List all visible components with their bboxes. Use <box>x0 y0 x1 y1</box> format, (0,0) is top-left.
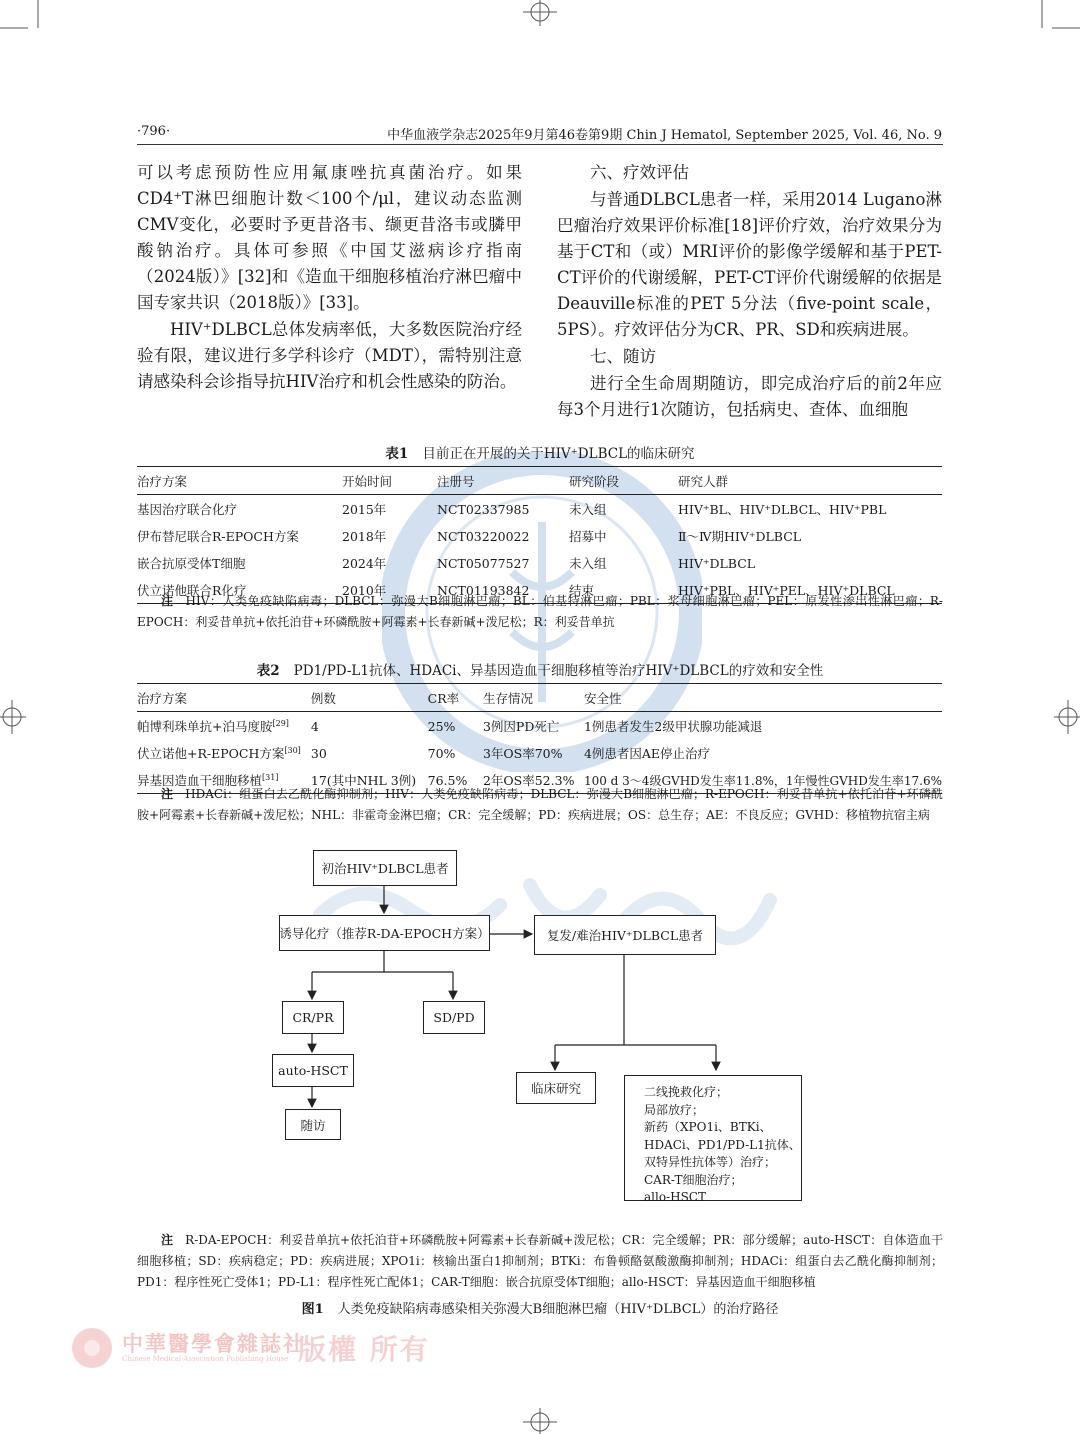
cell: 未入组 <box>569 556 607 571</box>
cell: 4 <box>310 718 319 734</box>
table2-label: 表2 <box>256 663 280 679</box>
cell: 76.5% <box>428 766 483 794</box>
cell: 2024年 <box>342 556 387 571</box>
cell: 30 <box>310 745 327 761</box>
publisher-name: 中華醫學會雜誌社 <box>122 1331 306 1356</box>
cell: 招募中 <box>569 529 607 544</box>
cell: 4例患者因AE停止治疗 <box>583 746 711 761</box>
flow-box-start: 初治HIV⁺DLBCL患者 <box>313 850 457 886</box>
running-header: 中华血液学杂志2025年9月第46卷第9期 Chin J Hematol, September 2025, Vol. 46, No. 9 <box>387 128 942 143</box>
column-header: 生存情况 <box>483 684 584 712</box>
figure-caption <box>0 1298 1080 1317</box>
cell: NCT03220022 <box>437 528 530 544</box>
note-label: 注 <box>161 1233 174 1247</box>
option-item: CAR-T细胞治疗； <box>644 1172 743 1187</box>
cell: 基因治疗联合化疗 <box>137 502 238 517</box>
flow-box-induction: 诱导化疗（推荐R-DA-EPOCH方案） <box>279 915 490 951</box>
table1-label: 表1 <box>385 446 409 462</box>
page-number: ·796· <box>137 124 171 139</box>
column-header: 例数 <box>311 684 428 712</box>
cell: 70% <box>427 745 456 761</box>
copyright-stamp: 版權 所有 <box>298 1333 430 1366</box>
figure-note <box>137 1230 943 1293</box>
column-header: 治疗方案 <box>137 467 342 495</box>
option-item: 二线挽救化疗； <box>644 1085 729 1099</box>
cell: 3例因PD死亡 <box>482 719 560 734</box>
note-label: 注 <box>161 594 174 608</box>
flow-box-crpr: CR/PR <box>282 1001 344 1034</box>
note-text: R-DA-EPOCH：利妥昔单抗+依托泊苷+环磷酰胺+阿霉素+长春新碱+泼尼松；CR：完全缓解；PR：部分缓解；auto-HSCT：自体造血干细胞移植；SD：疾病稳定；PD：疾病进展；XPO1i：核输出蛋白1抑制剂；BTKi：布鲁顿酪氨酸激酶抑制剂；HDACi：组蛋白去乙酰化酶抑制剂；PD1：程序性死亡受体1；PD-L1：程序性死亡配体1；CAR-T细胞：嵌合抗原受体T细胞；allo-HSCT：异基因造血干细胞移植 <box>137 1233 943 1289</box>
column-header: 研究人群 <box>678 467 942 495</box>
section-heading-efficacy: 六、疗效评估 <box>590 163 689 182</box>
cell: 2018年 <box>342 529 387 544</box>
cell: NCT05077527 <box>437 555 530 571</box>
column-header: 开始时间 <box>342 467 437 495</box>
cell: 伊布替尼联合R-EPOCH方案 <box>137 529 299 544</box>
cell: NCT01193842 <box>437 576 569 604</box>
cell: 异基因造血干细胞移植[31] <box>137 766 311 794</box>
cell: 结束 <box>569 576 678 604</box>
flow-box-sdpd: SD/PD <box>423 1001 485 1034</box>
citation: [31] <box>262 772 279 782</box>
option-item: HDACi、PD1/PD-L1抗体、 <box>644 1137 801 1152</box>
cell: HIV⁺BL、HIV⁺DLBCL、HIV⁺PBL <box>678 502 887 517</box>
paragraph: 可以考虑预防性应用氟康唑抗真菌治疗。如果CD4⁺T淋巴细胞计数＜100个/μl，建议动态监测CMV变化，必要时予更昔洛韦、缬更昔洛韦或膦甲酸钠治疗。具体可参照《中国艾滋病诊疗指南（2024版）》[32]和《造血干细胞移植治疗淋巴瘤中国专家共识（2018版）》[33]。 <box>137 163 522 312</box>
option-item: allo-HSCT <box>644 1190 706 1204</box>
column-header: 治疗方案 <box>137 684 311 712</box>
cell: 17(其中NHL 3例) <box>311 766 428 794</box>
column-header: 研究阶段 <box>569 467 678 495</box>
cell: 伏立诺他联合R化疗 <box>137 576 342 604</box>
citation: [30] <box>284 745 301 755</box>
flow-box-followup: 随访 <box>285 1109 341 1140</box>
column-header: CR率 <box>428 684 483 712</box>
flow-box-treatment-options <box>624 1075 802 1204</box>
column-header: 安全性 <box>584 684 942 712</box>
paragraph: 与普通DLBCL患者一样，采用2014 Lugano淋巴瘤治疗效果评价标准[18]评价疗效，治疗效果分为基于CT和（或）MRI评价的影像学缓解和基于PET-CT评价的代谢缓解，PET-CT评价代谢缓解的依据是Deauville标准的PET 5分法（five-point scale，5PS）。疗效评估分为CR、PR、SD和疾病进展。 <box>557 190 942 339</box>
paragraph: 进行全生命周期随访，即完成治疗后的前2年应每3个月进行1次随访，包括病史、查体、血细胞 <box>557 374 942 419</box>
table2-title: PD1/PD-L1抗体、HDACi、异基因造血干细胞移植等治疗HIV⁺DLBCL的疗效和安全性 <box>293 663 824 679</box>
cell: 3年OS率70% <box>482 746 563 761</box>
cell: 2年OS率52.3% <box>483 766 584 794</box>
cell: HIV⁺PBL、HIV⁺PEL、HIV⁺DLBCL <box>678 576 942 604</box>
cell: HIV⁺DLBCL <box>678 555 756 571</box>
cell: Ⅱ～Ⅳ期HIV⁺DLBCL <box>678 529 802 544</box>
cell: 100 d 3～4级GVHD发生率11.8%，1年慢性GVHD发生率17.6% <box>584 766 942 794</box>
note-label: 注 <box>161 787 174 801</box>
figure-title: 人类免疫缺陷病毒感染相关弥漫大B细胞淋巴瘤（HIV⁺DLBCL）的治疗路径 <box>337 1302 779 1317</box>
cell: NCT02337985 <box>437 501 530 517</box>
publisher-logo-icon <box>70 1326 114 1370</box>
cell: 帕博利珠单抗+泊马度胺[29] <box>137 718 289 734</box>
flow-box-clinical-trial: 临床研究 <box>516 1072 596 1104</box>
note-text: HDACi：组蛋白去乙酰化酶抑制剂；HIV：人类免疫缺陷病毒；DLBCL：弥漫大B细胞淋巴瘤；R-EPOCH：利妥昔单抗+依托泊苷+环磷酰胺+阿霉素+长春新碱+泼尼松；NHL：非霍奇金淋巴瘤；CR：完全缓解；PD：疾病进展；OS：总生存；AE：不良反应；GVHD：移植物抗宿主病 <box>137 787 943 822</box>
column-header: 注册号 <box>437 467 569 495</box>
cell: 2015年 <box>342 502 387 517</box>
flow-box-relapse: 复发/难治HIV⁺DLBCL患者 <box>534 915 716 955</box>
publisher-name-en: Chinese Medical Association Publishing House <box>122 1355 289 1363</box>
option-item: 新药（XPO1i、BTKi、 <box>644 1120 772 1134</box>
table1-title: 目前正在开展的关于HIV⁺DLBCL的临床研究 <box>422 446 695 462</box>
cell: 25% <box>427 718 456 734</box>
cell: 2010年 <box>342 576 437 604</box>
citation: [29] <box>272 718 289 728</box>
cell: 未入组 <box>569 502 607 517</box>
option-item: 双特异性抗体等）治疗； <box>644 1155 777 1169</box>
paragraph: HIV⁺DLBCL总体发病率低，大多数医院治疗经验有限，建议进行多学科诊疗（MDT），需特别注意请感染科会诊指导抗HIV治疗和机会性感染的防治。 <box>137 320 522 391</box>
figure-label: 图1 <box>301 1302 324 1317</box>
cell: 嵌合抗原受体T细胞 <box>137 556 246 571</box>
flow-box-auto-hsct: auto-HSCT <box>272 1054 354 1087</box>
cell: 伏立诺他+R-EPOCH方案[30] <box>137 745 301 761</box>
note-text: HIV：人类免疫缺陷病毒；DLBCL：弥漫大B细胞淋巴瘤；BL：伯基特淋巴瘤；PBL：浆母细胞淋巴瘤；PEL：原发性渗出性淋巴瘤；R-EPOCH：利妥昔单抗+依托泊苷+环磷酰胺+阿霉素+长春新碱+泼尼松；R：利妥昔单抗 <box>137 594 943 629</box>
section-heading-followup: 七、随访 <box>590 347 656 366</box>
option-item: 局部放疗； <box>644 1102 705 1117</box>
cell: 1例患者发生2级甲状腺功能减退 <box>583 719 763 734</box>
